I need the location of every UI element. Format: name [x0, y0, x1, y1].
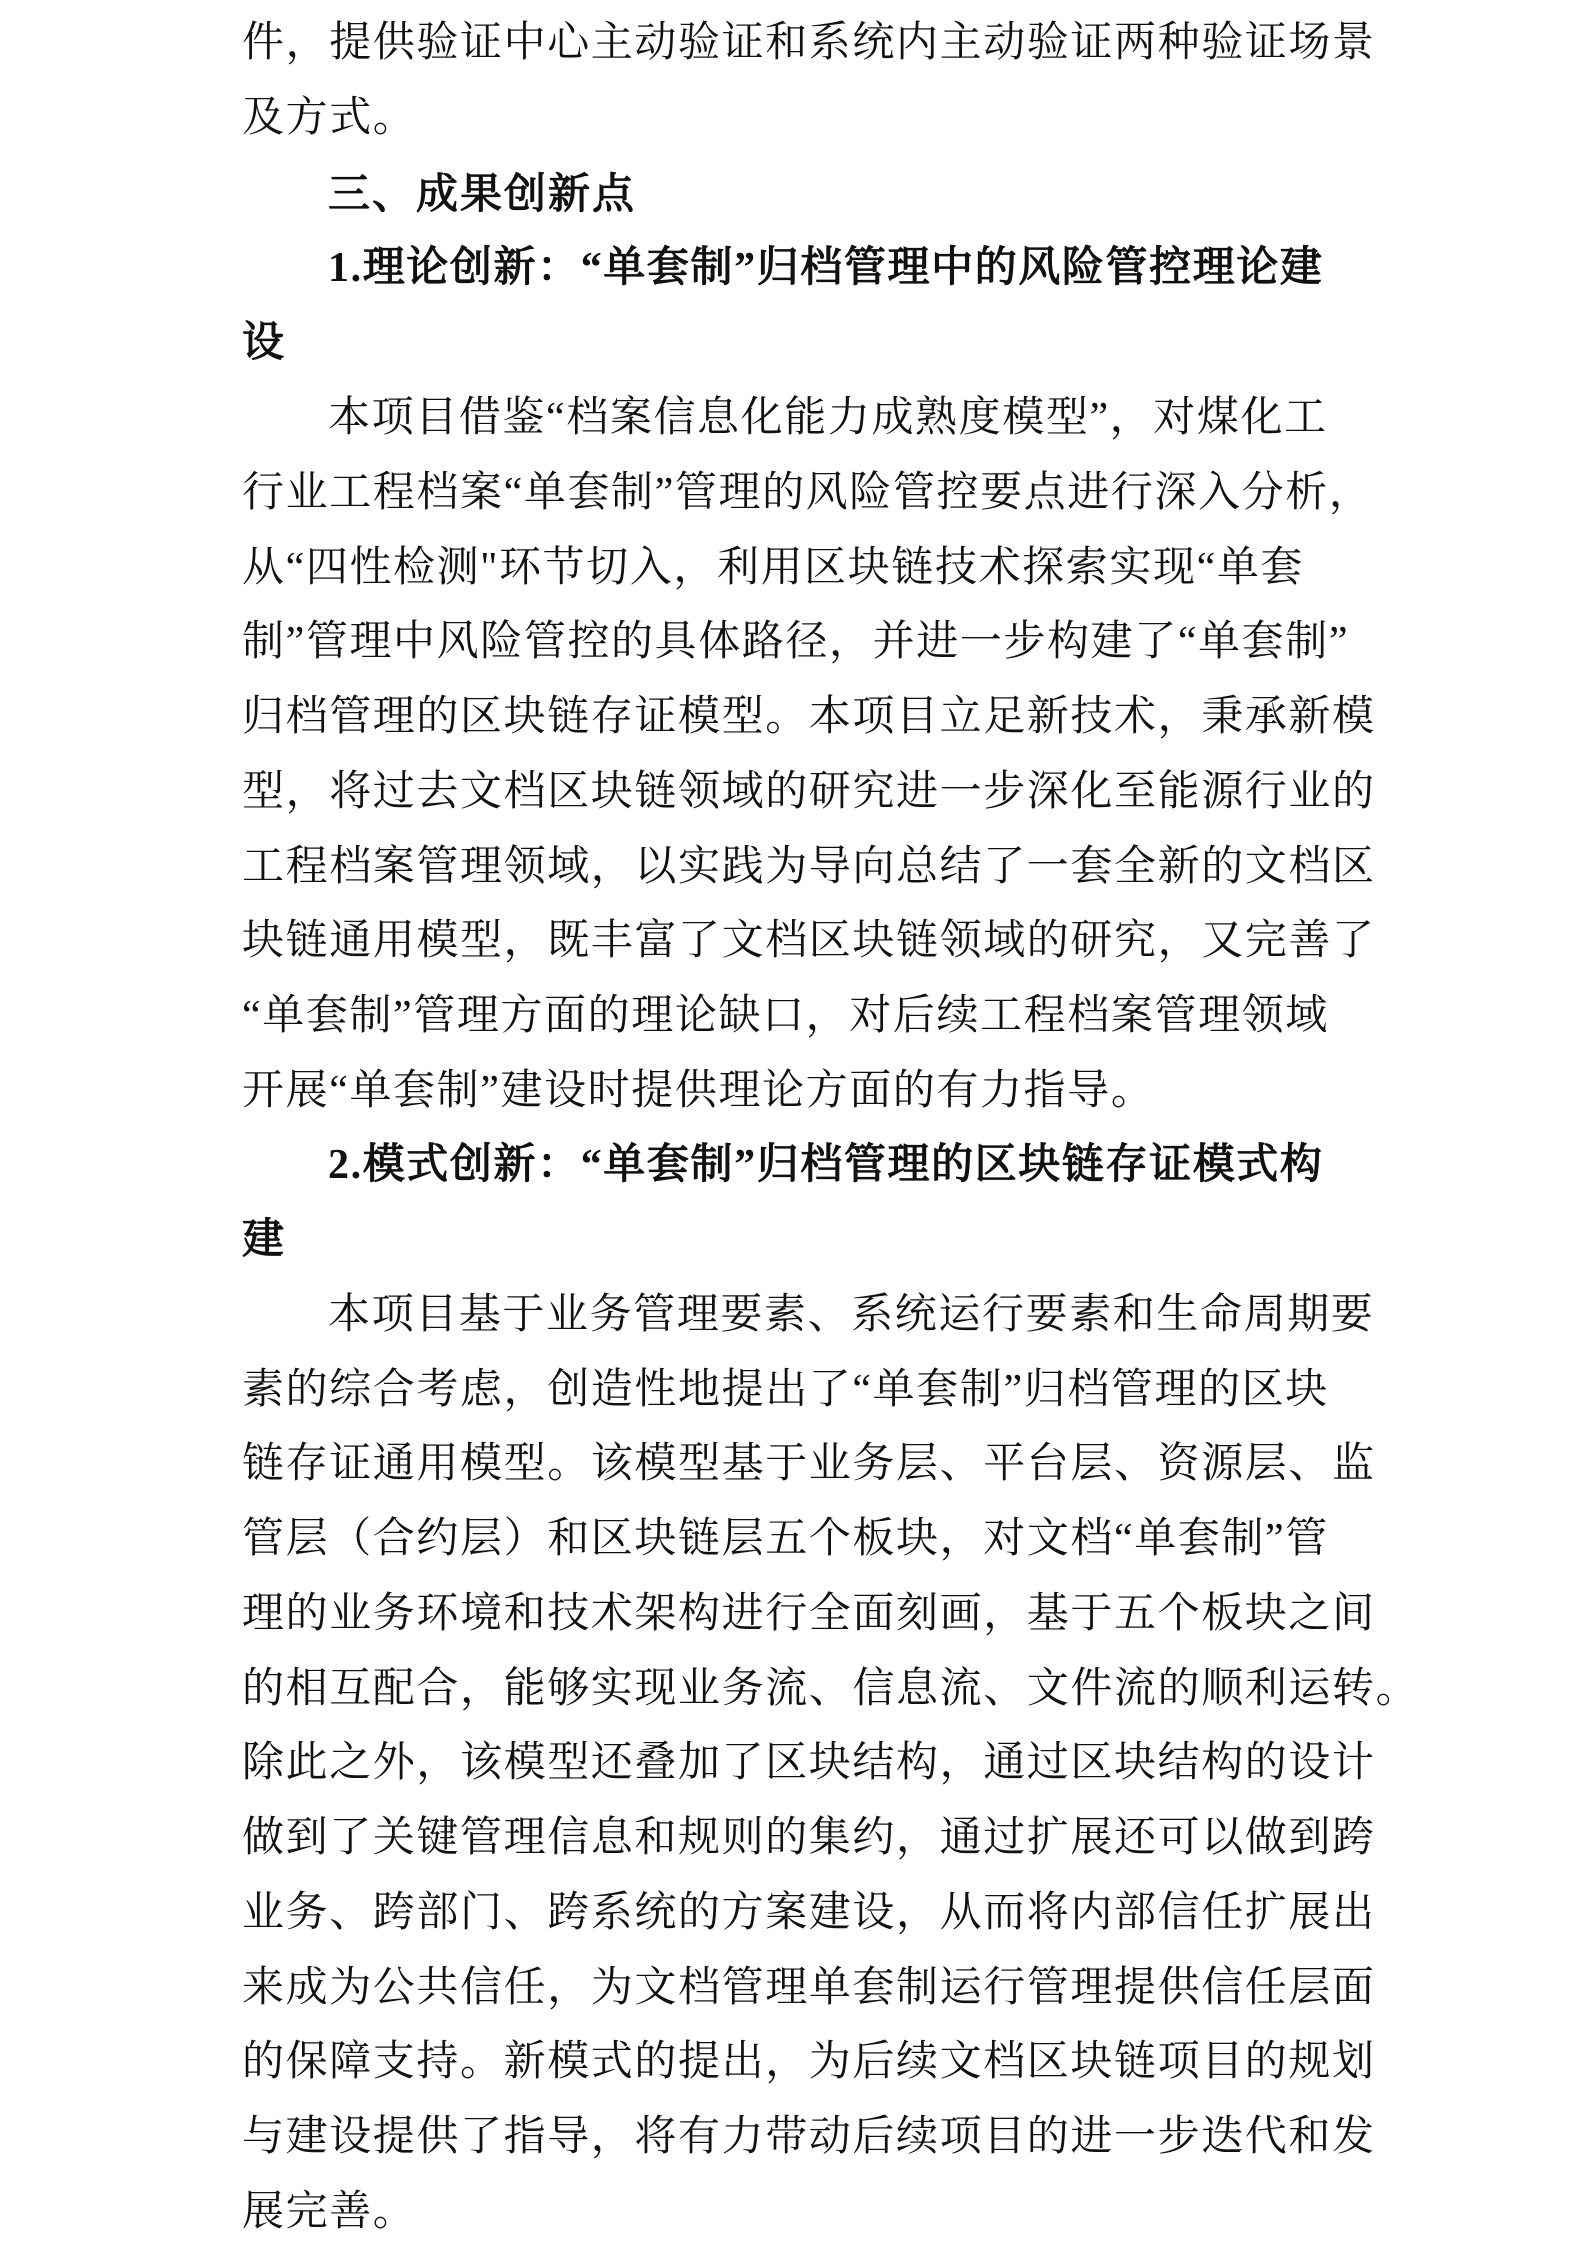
- paragraph-line: 及方式。: [242, 95, 417, 141]
- paragraph-line: 行业工程档案“单套制”管理的风险管控要点进行深入分析，: [242, 470, 1373, 516]
- paragraph-line: 开展“单套制”建设时提供理论方面的有力指导。: [242, 1068, 1155, 1114]
- paragraph-line: 从“四性检测"环节切入，利用区块链技术探索实现“单套: [242, 545, 1305, 591]
- subsection-title: 设: [242, 320, 286, 366]
- paragraph-line: 本项目基于业务管理要素、系统运行要素和生命周期要: [328, 1292, 1375, 1338]
- paragraph-line: 本项目借鉴“档案信息化能力成熟度模型”，对煤化工: [328, 395, 1328, 441]
- subsection-title: 建: [242, 1217, 286, 1263]
- subsection-title: 2.模式创新：“单套制”归档管理的区块链存证模式构: [328, 1142, 1324, 1188]
- paragraph-line: 除此之外，该模型还叠加了区块结构，通过区块结构的设计: [242, 1740, 1376, 1786]
- paragraph-line: “单套制”管理方面的理论缺口，对后续工程档案管理领域: [242, 993, 1329, 1039]
- paragraph-line: 与建设提供了指导，将有力带动后续项目的进一步迭代和发: [242, 2114, 1376, 2160]
- paragraph-line: 制”管理中风险管控的具体路径，并进一步构建了“单套制”: [242, 619, 1350, 665]
- subsection-title: 1.理论创新：“单套制”归档管理中的风险管控理论建: [328, 245, 1324, 291]
- paragraph-line: 管层（合约层）和区块链层五个板块，对文档“单套制”管: [242, 1516, 1329, 1562]
- paragraph-line: 展完善。: [242, 2189, 417, 2235]
- paragraph-line: 型，将过去文档区块链领域的研究进一步深化至能源行业的: [242, 769, 1376, 815]
- paragraph-line: 工程档案管理领域，以实践为导向总结了一套全新的文档区: [242, 844, 1376, 890]
- paragraph-line: 归档管理的区块链存证模型。本项目立足新技术，秉承新模: [242, 694, 1376, 740]
- paragraph-line: 链存证通用模型。该模型基于业务层、平台层、资源层、监: [242, 1441, 1376, 1487]
- section-heading: 三、成果创新点: [328, 169, 637, 218]
- paragraph-line: 的相互配合，能够实现业务流、信息流、文件流的顺利运转。: [242, 1666, 1420, 1712]
- paragraph-line: 理的业务环境和技术架构进行全面刻画，基于五个板块之间: [242, 1591, 1376, 1637]
- paragraph-line: 来成为公共信任，为文档管理单套制运行管理提供信任层面: [242, 1965, 1376, 2011]
- paragraph-line: 的保障支持。新模式的提出，为后续文档区块链项目的规划: [242, 2039, 1376, 2085]
- paragraph-line: 件，提供验证中心主动验证和系统内主动验证两种验证场景: [242, 20, 1376, 66]
- paragraph-line: 素的综合考虑，创造性地提出了“单套制”归档管理的区块: [242, 1367, 1329, 1413]
- paragraph-line: 块链通用模型，既丰富了文档区块链领域的研究，又完善了: [242, 918, 1376, 964]
- paragraph-line: 业务、跨部门、跨系统的方案建设，从而将内部信任扩展出: [242, 1890, 1376, 1936]
- paragraph-line: 做到了关键管理信息和规则的集约，通过扩展还可以做到跨: [242, 1815, 1376, 1861]
